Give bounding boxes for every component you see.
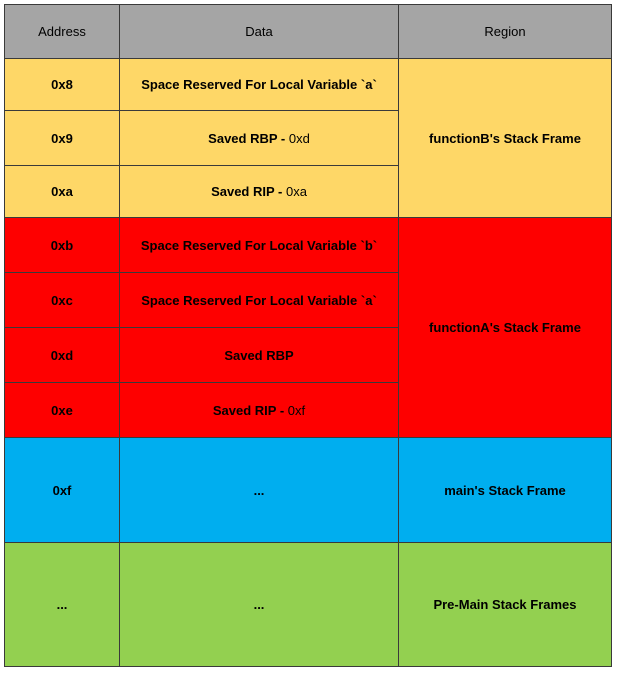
data-cell [120,166,399,218]
data-value: 0xa [285,184,307,199]
data-label: Saved RBP - [208,130,289,146]
table-row [5,218,612,273]
data-label: Saved RIP - [212,402,288,418]
data-label: Saved RBP [224,347,294,363]
data-label: ... [253,597,265,612]
data-cell [120,218,399,273]
address-cell: 0xa [5,166,120,218]
table-row [5,543,612,667]
address-cell: 0x9 [5,111,120,166]
data-label: Space Reserved For Local Variable `a` [141,77,377,92]
address-cell: 0xc [5,273,120,328]
address-cell: 0x8 [5,59,120,111]
table-row [5,438,612,543]
table-row [5,59,612,111]
data-cell [120,273,399,328]
region-functionA: functionA's Stack Frame [399,218,612,438]
data-label: Saved RIP - [211,184,286,199]
address-header: Address [5,5,120,59]
region-pre-main: Pre-Main Stack Frames [399,543,612,667]
address-cell: 0xd [5,328,120,383]
data-label: Space Reserved For Local Variable `a` [141,292,377,308]
data-cell [120,438,399,543]
address-cell: ... [5,543,120,667]
data-header: Data [120,5,399,59]
header-row [5,5,612,59]
region-main: main's Stack Frame [399,438,612,543]
data-value: 0xf [287,402,306,418]
data-label: ... [253,482,265,498]
data-cell [120,111,399,166]
address-cell: 0xf [5,438,120,543]
data-cell [120,383,399,438]
region-functionB: functionB's Stack Frame [399,59,612,218]
region-header: Region [399,5,612,59]
data-label: Space Reserved For Local Variable `b` [140,237,378,253]
address-cell: 0xe [5,383,120,438]
address-cell: 0xb [5,218,120,273]
stack-frame-table [4,4,612,667]
data-cell [120,543,399,667]
data-cell [120,328,399,383]
data-cell [120,59,399,111]
data-value: 0xd [288,130,310,146]
